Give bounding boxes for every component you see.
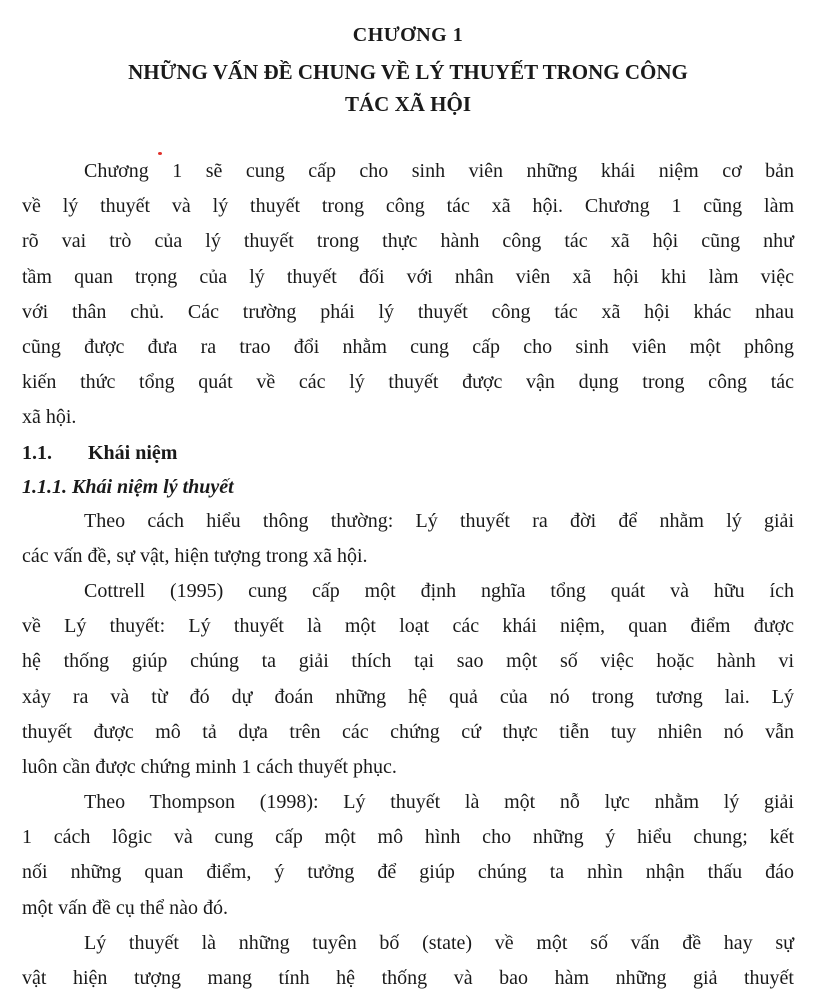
chapter-title-line-1: NHỮNG VẤN ĐỀ CHUNG VỀ LÝ THUYẾT TRONG CÔNG: [128, 60, 688, 84]
chapter-title-line-2: TÁC XÃ HỘI: [344, 92, 471, 116]
paragraph-line: một vấn đề cụ thể nào đó.: [22, 896, 229, 919]
paragraph-line: Lý thuyết là những tuyên bố (state) về một số vấn đề hay sự: [84, 932, 794, 954]
paragraph-line: nối những quan điểm, ý tưởng để giúp chúng ta nhìn nhận thấu đáo: [22, 861, 794, 884]
paragraph-line: tầm quan trọng của lý thuyết đối với nhân viên xã hội khi làm việc: [22, 265, 794, 288]
paragraph-line: Chương 1 sẽ cung cấp cho sinh viên những khái niệm cơ bản: [84, 160, 794, 182]
intro-paragraph: [22, 154, 794, 436]
paragraph-line: về Lý thuyết: Lý thuyết là một loạt các khái niệm, quan điểm được: [22, 615, 794, 638]
paragraph-line: kiến thức tổng quát về các lý thuyết được vận dụng trong công tác: [22, 371, 794, 394]
paragraph-line: Cottrell (1995) cung cấp một định nghĩa tổng quát và hữu ích: [84, 580, 794, 602]
paragraph-line: vật hiện tượng mang tính hệ thống và bao hàm những giả thuyết: [22, 967, 794, 990]
paragraph-line: với thân chủ. Các trường phái lý thuyết công tác xã hội khác nhau: [22, 300, 794, 323]
paragraph-line: cũng được đưa ra trao đổi nhằm cung cấp cho sinh viên một phông: [22, 336, 794, 359]
paragraph-line: luôn cần được chứng minh 1 cách thuyết phục.: [22, 756, 397, 779]
section-title: Khái niệm: [88, 442, 178, 464]
chapter-number: CHƯƠNG 1: [352, 24, 464, 46]
paragraph-line: các vấn đề, sự vật, hiện tượng trong xã hội.: [22, 545, 368, 568]
subsection-heading-1-1-1: 1.1.1. Khái niệm lý thuyết: [22, 476, 234, 498]
paragraph-line: Theo Thompson (1998): Lý thuyết là một nỗ lực nhằm lý giải: [84, 791, 794, 813]
paragraph-line: 1 cách lôgic và cung cấp một mô hình cho những ý hiểu chung; kết: [22, 826, 794, 849]
paragraph-line: xảy ra và từ đó dự đoán những hệ quả của nó trong tương lai. Lý: [22, 685, 794, 708]
paragraph-thompson: [22, 785, 794, 926]
paragraph-common-understanding: [22, 504, 794, 574]
paragraph-line: Theo cách hiểu thông thường: Lý thuyết ra đời để nhằm lý giải: [84, 510, 794, 532]
paragraph-line: hệ thống giúp chúng ta giải thích tại sao một số việc hoặc hành vi: [22, 650, 794, 673]
chapter-title: [22, 56, 794, 120]
paragraph-theory-statements: [22, 926, 794, 996]
paragraph-cottrell: [22, 574, 794, 785]
paragraph-line: thuyết được mô tả dựa trên các chứng cứ thực tiễn tuy nhiên nó vẫn: [22, 720, 794, 743]
paragraph-line: xã hội.: [22, 406, 77, 429]
section-heading-1-1: [22, 436, 177, 470]
paragraph-line: về lý thuyết và lý thuyết trong công tác xã hội. Chương 1 cũng làm: [22, 195, 794, 218]
section-number: 1.1.: [22, 442, 52, 464]
paragraph-line: rõ vai trò của lý thuyết trong thực hành công tác xã hội cũng như: [22, 230, 794, 253]
